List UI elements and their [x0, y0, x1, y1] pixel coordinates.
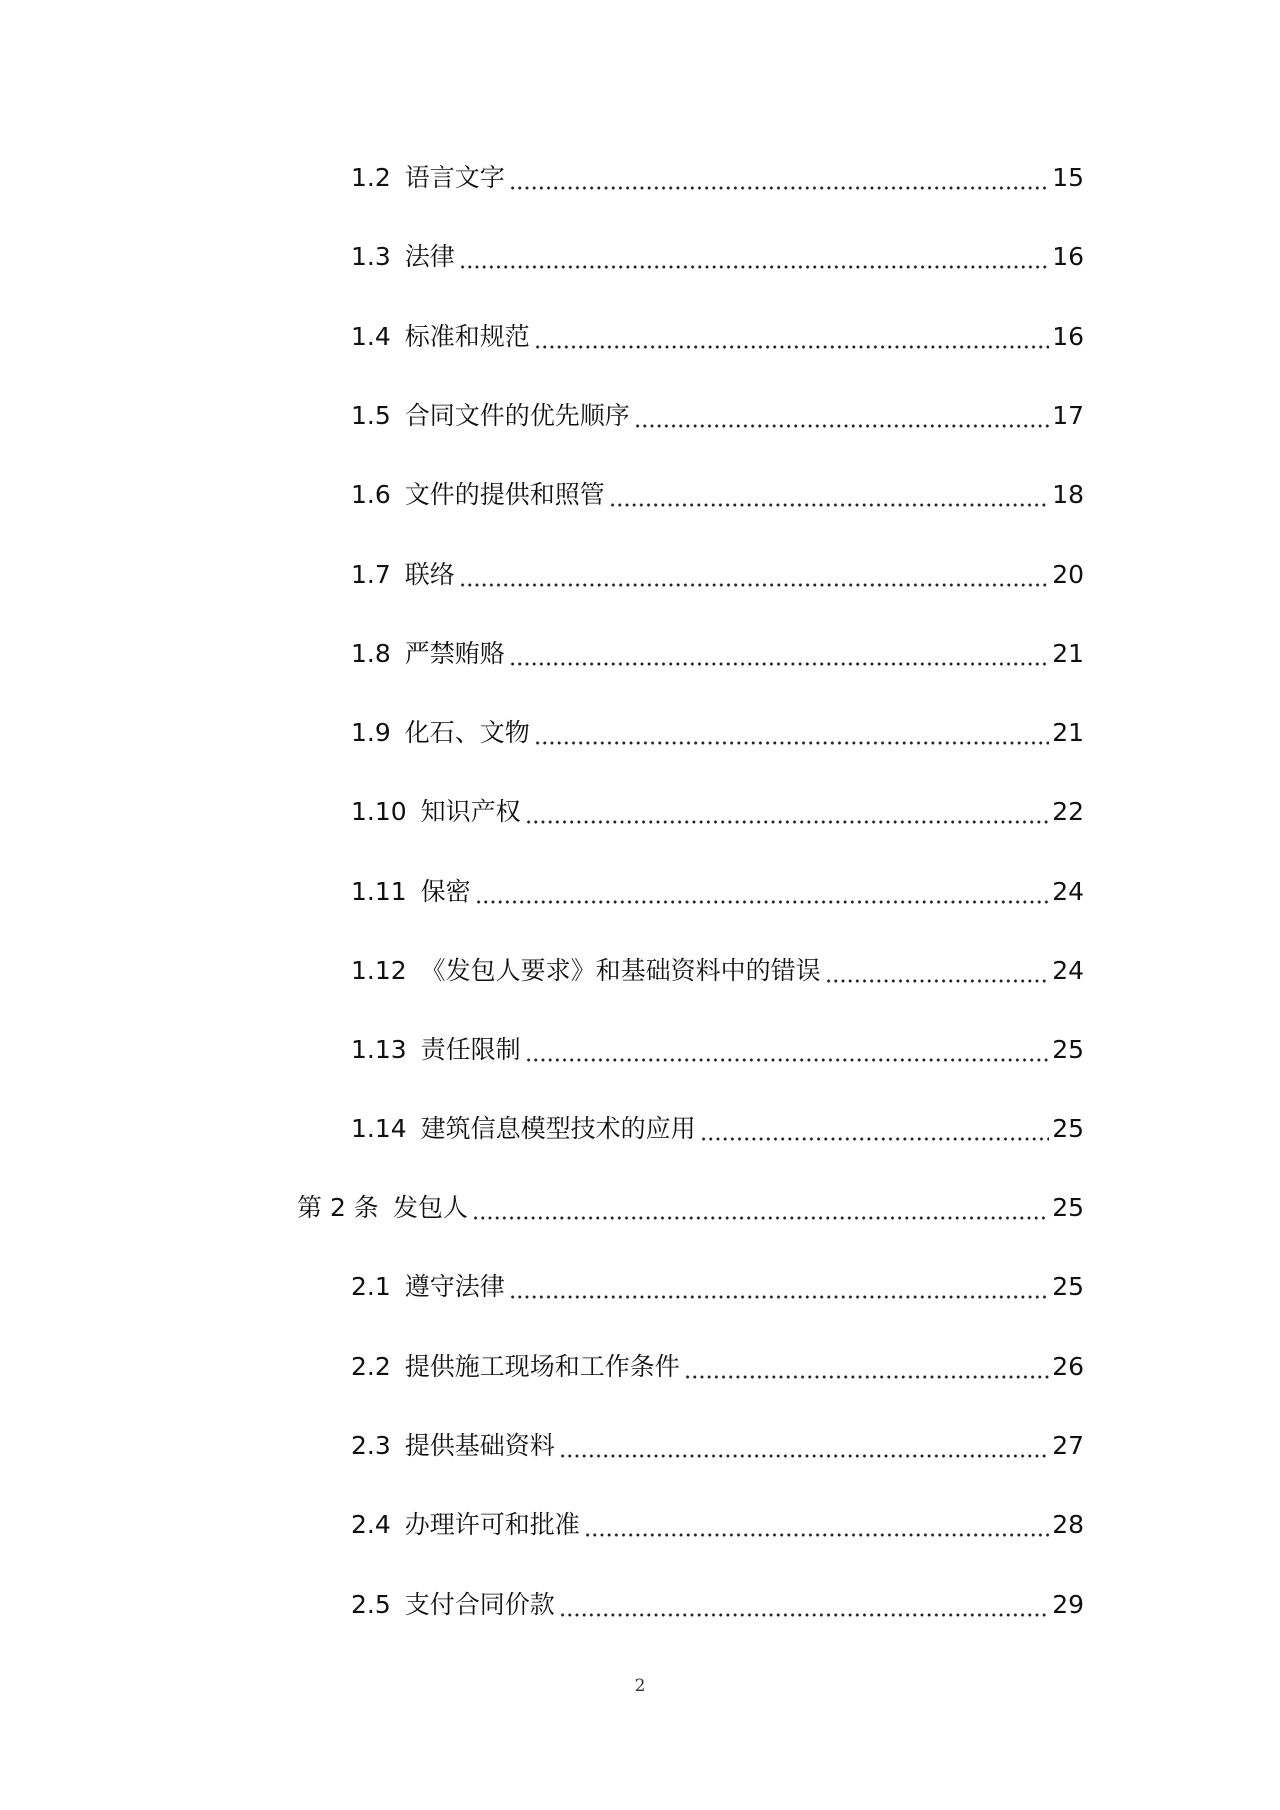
toc-entry-title: 提供基础资料: [404, 1431, 555, 1460]
toc-entry-page: 21: [1052, 639, 1084, 668]
toc-entry-number: 2.3: [351, 1431, 391, 1460]
toc-entry-1-5[interactable]: [351, 396, 1084, 436]
toc-entry-1-11[interactable]: [351, 872, 1084, 912]
toc-entry-2-5[interactable]: [351, 1585, 1084, 1625]
toc-entry-1-12[interactable]: [351, 951, 1084, 991]
dot-leader: [684, 1347, 1049, 1387]
toc-entry-title: 发包人: [392, 1193, 468, 1222]
toc-entry-number: 1.13: [351, 1035, 407, 1064]
toc-entry-title: 《发包人要求》和基础资料中的错误: [420, 956, 821, 985]
toc-entry-title: 遵守法律: [404, 1272, 505, 1301]
dot-leader: [559, 1585, 1049, 1625]
toc-entry-page: 16: [1052, 322, 1084, 351]
toc-entry-page: 29: [1052, 1590, 1084, 1619]
dot-leader: [525, 792, 1050, 832]
dot-leader: [700, 1109, 1050, 1149]
toc-entry-page: 20: [1052, 560, 1084, 589]
toc-entry-number: 2.2: [351, 1352, 391, 1381]
toc-entry-1-9[interactable]: [351, 713, 1084, 753]
toc-entry-1-7[interactable]: [351, 555, 1084, 595]
toc-entry-number: 1.11: [351, 877, 407, 906]
toc-entry-article-2[interactable]: [297, 1188, 1084, 1228]
toc-entry-2-4[interactable]: [351, 1505, 1084, 1545]
toc-entry-title: 法律: [404, 242, 455, 271]
toc-entry-page: 25: [1052, 1272, 1084, 1301]
toc-entry-1-2[interactable]: [351, 158, 1084, 198]
toc-entry-page: 22: [1052, 797, 1084, 826]
toc-entry-title: 语言文字: [404, 163, 505, 192]
toc-entry-title: 建筑信息模型技术的应用: [420, 1114, 696, 1143]
toc-entry-title: 联络: [404, 560, 455, 589]
dot-leader: [472, 1188, 1049, 1228]
toc-entry-page: 16: [1052, 242, 1084, 271]
toc-entry-number: 第 2 条: [297, 1193, 379, 1222]
toc-entry-page: 27: [1052, 1431, 1084, 1460]
toc-entry-number: 2.4: [351, 1510, 391, 1539]
toc-entry-number: 1.2: [351, 163, 391, 192]
toc-entry-page: 25: [1052, 1114, 1084, 1143]
toc-entry-1-13[interactable]: [351, 1030, 1084, 1070]
toc-entry-page: 28: [1052, 1510, 1084, 1539]
toc-entry-title: 标准和规范: [404, 322, 530, 351]
toc-entry-title: 办理许可和批准: [404, 1510, 580, 1539]
toc-entry-2-3[interactable]: [351, 1426, 1084, 1466]
toc-entry-number: 1.6: [351, 480, 391, 509]
toc-entry-title: 提供施工现场和工作条件: [404, 1352, 680, 1381]
toc-entry-title: 合同文件的优先顺序: [404, 401, 630, 430]
toc-entry-number: 1.7: [351, 560, 391, 589]
toc-entry-number: 1.9: [351, 718, 391, 747]
dot-leader: [534, 713, 1049, 753]
dot-leader: [584, 1505, 1049, 1545]
toc-entry-page: 17: [1052, 401, 1084, 430]
toc-entry-number: 1.8: [351, 639, 391, 668]
toc-entry-title: 支付合同价款: [404, 1590, 555, 1619]
toc-entry-page: 26: [1052, 1352, 1084, 1381]
toc-entry-number: 1.4: [351, 322, 391, 351]
dot-leader: [634, 396, 1049, 436]
toc-entry-number: 1.5: [351, 401, 391, 430]
toc-entry-title: 知识产权: [420, 797, 521, 826]
toc-entry-page: 24: [1052, 956, 1084, 985]
toc-entry-number: 1.14: [351, 1114, 407, 1143]
toc-entry-2-1[interactable]: [351, 1267, 1084, 1307]
toc-entry-title: 化石、文物: [404, 718, 530, 747]
toc-entry-1-6[interactable]: [351, 475, 1084, 515]
toc-entry-number: 1.3: [351, 242, 391, 271]
dot-leader: [509, 634, 1049, 674]
dot-leader: [459, 237, 1049, 277]
toc-entry-title: 严禁贿赂: [404, 639, 505, 668]
dot-leader: [559, 1426, 1049, 1466]
dot-leader: [475, 872, 1050, 912]
toc-entry-number: 1.10: [351, 797, 407, 826]
toc-entry-title: 保密: [420, 877, 471, 906]
toc-entry-2-2[interactable]: [351, 1347, 1084, 1387]
toc-entry-page: 15: [1052, 163, 1084, 192]
toc-entry-1-10[interactable]: [351, 792, 1084, 832]
toc-entry-1-8[interactable]: [351, 634, 1084, 674]
toc-entry-number: 2.5: [351, 1590, 391, 1619]
dot-leader: [825, 951, 1050, 991]
toc-entry-page: 21: [1052, 718, 1084, 747]
page-number: 2: [634, 1676, 646, 1696]
toc-entry-1-3[interactable]: [351, 237, 1084, 277]
dot-leader: [459, 555, 1049, 595]
toc-entry-page: 24: [1052, 877, 1084, 906]
toc-entry-number: 1.12: [351, 956, 407, 985]
toc-entry-page: 25: [1052, 1193, 1084, 1222]
toc-entry-number: 2.1: [351, 1272, 391, 1301]
toc-entry-title: 文件的提供和照管: [404, 480, 605, 509]
dot-leader: [534, 317, 1049, 357]
toc-entry-page: 25: [1052, 1035, 1084, 1064]
dot-leader: [509, 1267, 1049, 1307]
toc-entry-1-4[interactable]: [351, 317, 1084, 357]
toc-entry-page: 18: [1052, 480, 1084, 509]
toc-entry-1-14[interactable]: [351, 1109, 1084, 1149]
dot-leader: [509, 158, 1049, 198]
dot-leader: [525, 1030, 1050, 1070]
dot-leader: [609, 475, 1049, 515]
toc-entry-title: 责任限制: [420, 1035, 521, 1064]
